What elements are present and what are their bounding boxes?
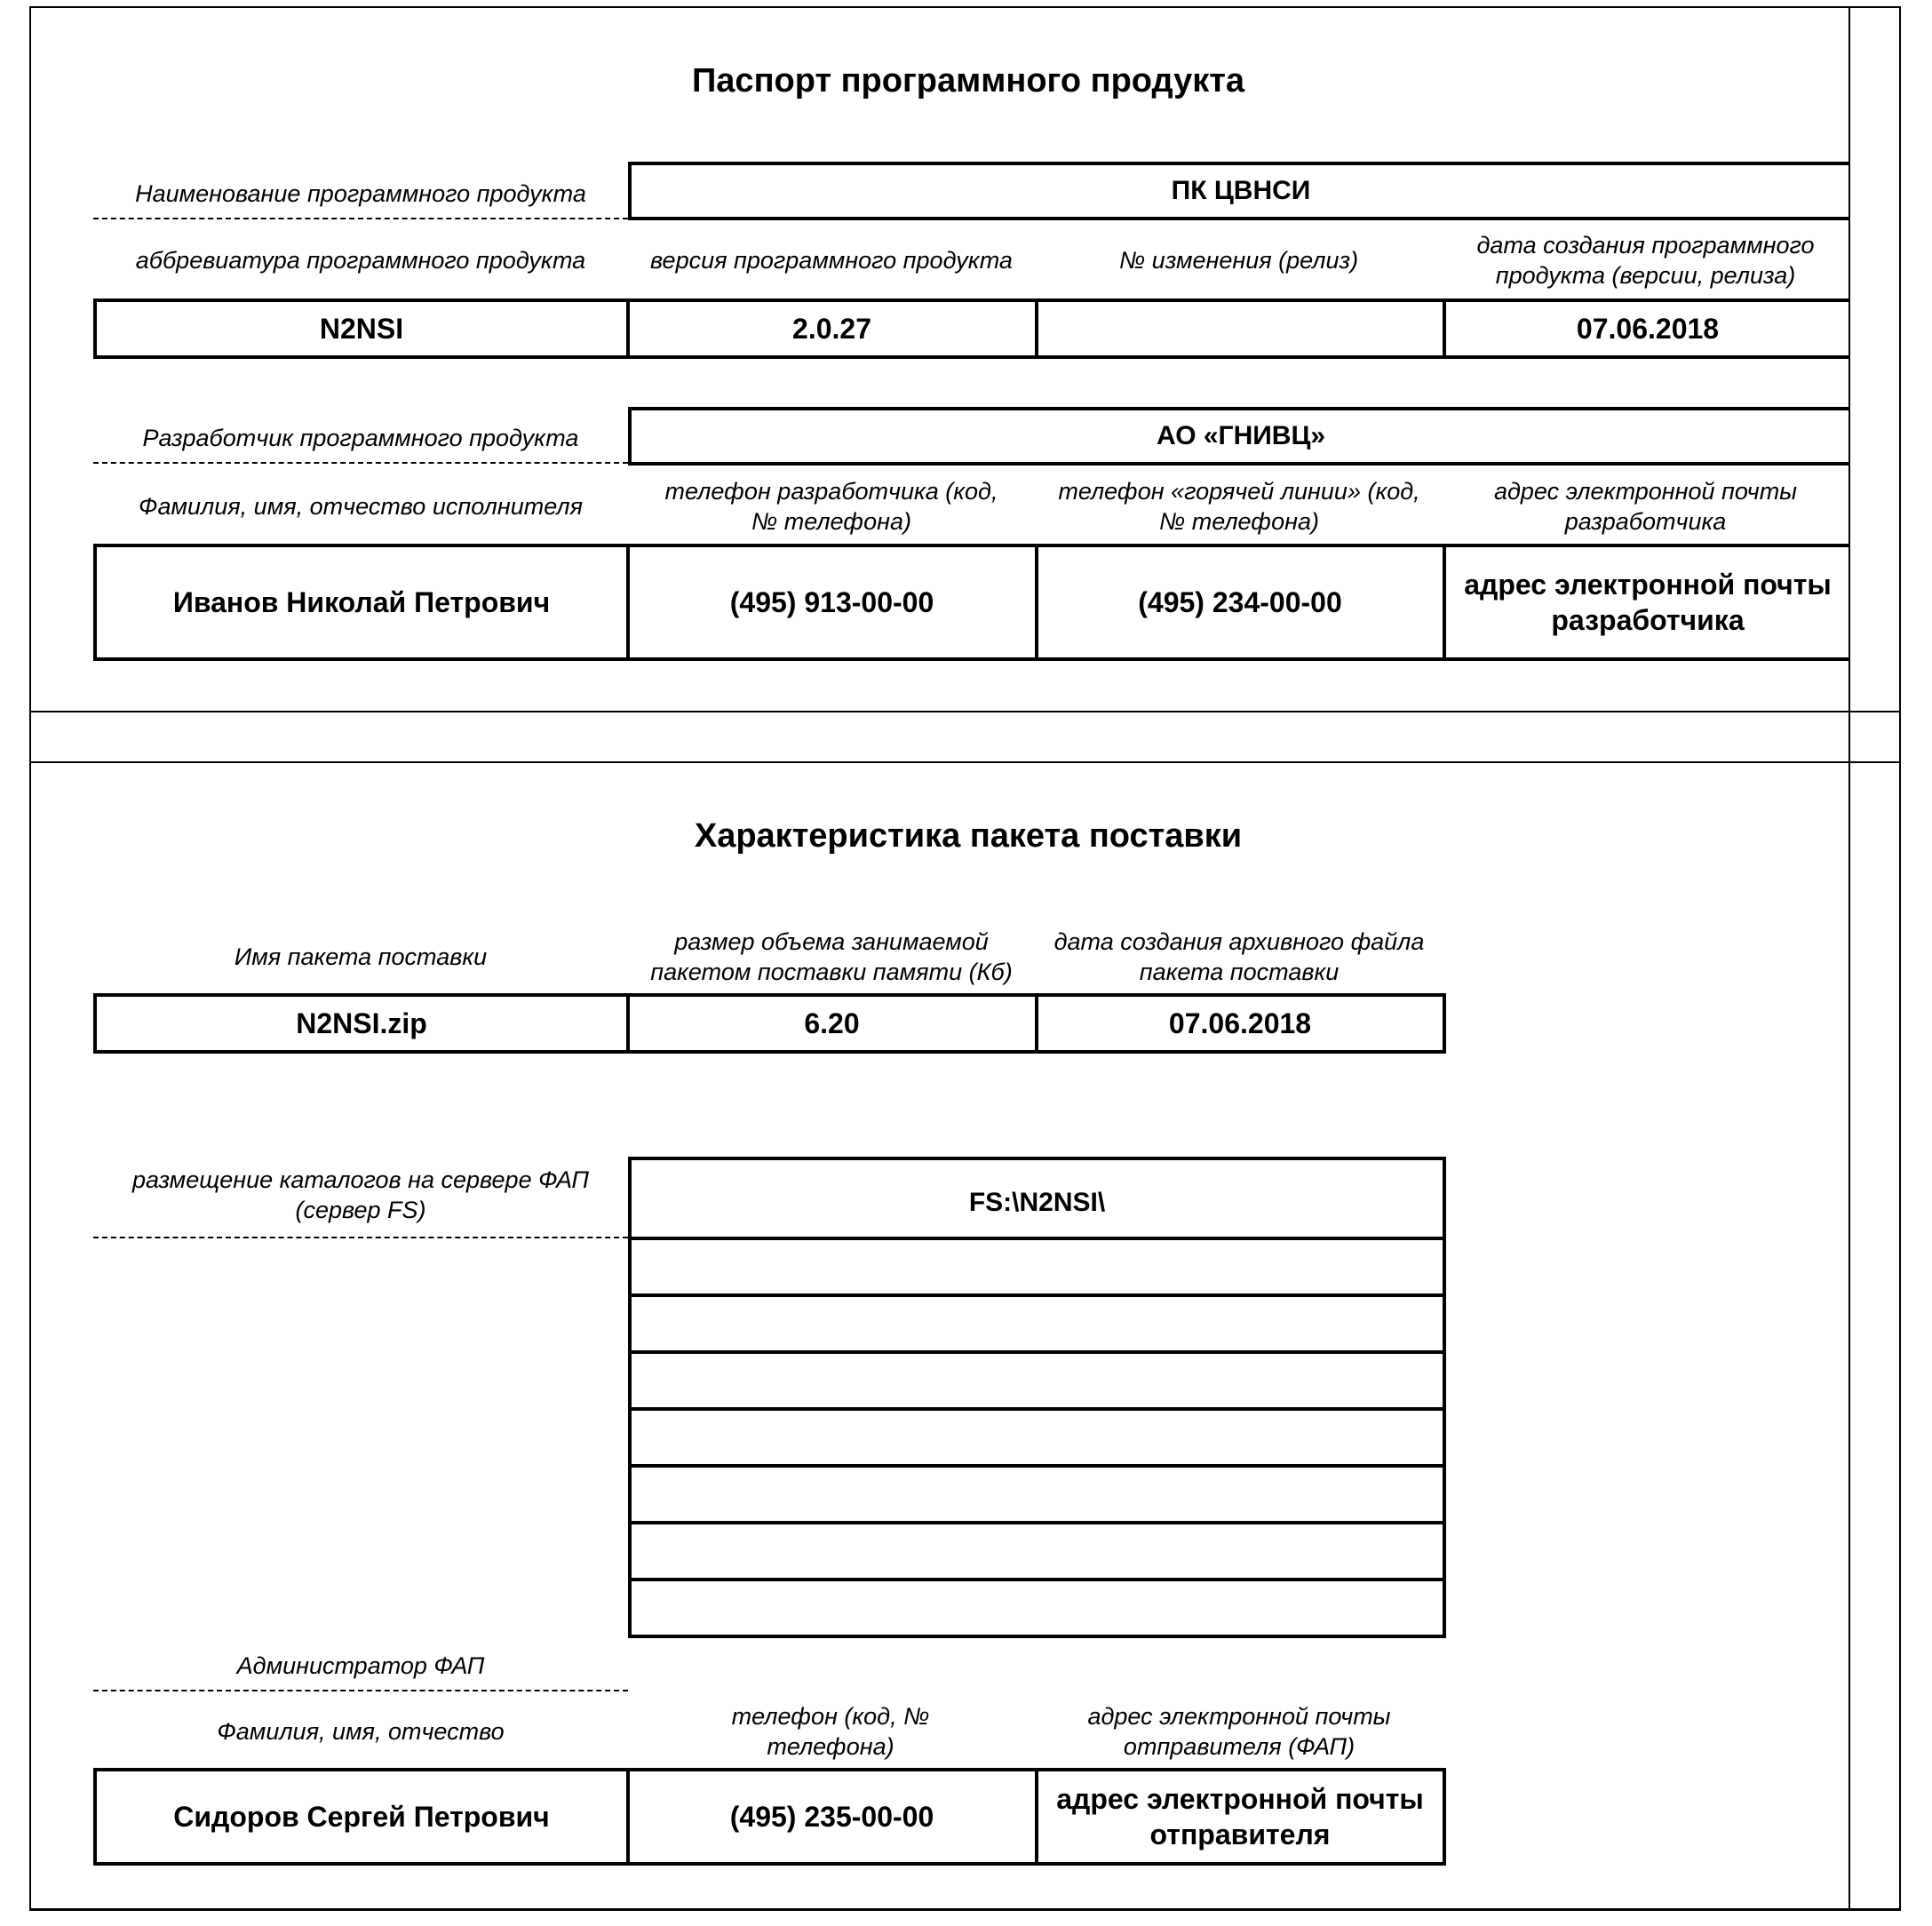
section-divider-top [29,711,1901,712]
admin-label: Администратор ФАП [236,1651,485,1679]
catalog-row [628,1293,1446,1354]
package-title: Характеристика пакета поставки [694,817,1243,855]
catalog-row [628,1521,1446,1581]
version-label: версия программного продукта [650,247,1013,274]
product-name-dash [93,218,628,219]
created-value: 07.06.2018 [1443,298,1850,359]
admin-email-label: адрес электронной почты отправителя (ФАП) [1087,1703,1391,1760]
admin-phone-label: телефон (код, № телефона) [731,1703,930,1760]
version-value: 2.0.27 [626,298,1038,359]
pkg-size-value: 6.20 [626,993,1038,1054]
catalog-label: размещение каталогов на сервере ФАП (сервер FS) [132,1166,589,1223]
created-label: дата создания программного продукта (версии, релиза) [1476,232,1815,289]
dev-hotline-value: (495) 234-00-00 [1035,544,1446,661]
catalog-row [628,1407,1446,1468]
pkg-date-label: дата создания архивного файла пакета поставки [1053,928,1425,985]
developer-dash [93,462,628,464]
dev-email-label: адрес электронной почты разработчика [1493,478,1798,535]
admin-fio-value: Сидоров Сергей Петрович [93,1768,630,1866]
dev-phone-label: телефон разработчика (код, № телефона) [664,478,998,535]
admin-phone-value: (495) 235-00-00 [626,1768,1038,1866]
abbr-value: N2NSI [93,298,630,359]
product-name-field: ПК ЦВНСИ [628,162,1850,220]
pkg-name-label: Имя пакета поставки [234,943,488,970]
product-name-label: Наименование программного продукта [135,179,586,207]
catalog-row: FS:\N2NSI\ [628,1157,1446,1240]
pkg-size-label: размер объема занимаемой пакетом поставки памяти (Кб) [650,928,1013,985]
release-value [1035,298,1446,359]
pkg-name-value: N2NSI.zip [93,993,630,1054]
admin-dash [93,1690,628,1691]
catalog-row [628,1237,1446,1297]
developer-field: АО «ГНИВЦ» [628,407,1850,466]
catalog-row [628,1350,1446,1411]
catalog-row [628,1464,1446,1524]
admin-email-value: адрес электронной почты отправителя [1035,1768,1446,1866]
admin-fio-label: Фамилия, имя, отчество [217,1718,505,1745]
developer-label: Разработчик программного продукта [142,424,579,451]
catalog-row [628,1578,1446,1638]
dev-hotline-label: телефон «горячей линии» (код, № телефона) [1058,478,1420,535]
dev-fio-label: Фамилия, имя, отчество исполнителя [139,493,583,520]
right-margin-line [1849,6,1850,1911]
release-label: № изменения (релиз) [1118,247,1359,274]
dev-email-value: адрес электронной почты разработчика [1443,544,1850,661]
abbr-label: аббревиатура программного продукта [135,247,586,274]
section-divider-bottom [29,761,1901,763]
dev-phone-value: (495) 913-00-00 [626,544,1038,661]
passport-title: Паспорт программного продукта [691,62,1244,99]
pkg-date-value: 07.06.2018 [1035,993,1446,1054]
catalog-dash [93,1237,628,1238]
dev-fio-value: Иванов Николай Петрович [93,544,630,661]
